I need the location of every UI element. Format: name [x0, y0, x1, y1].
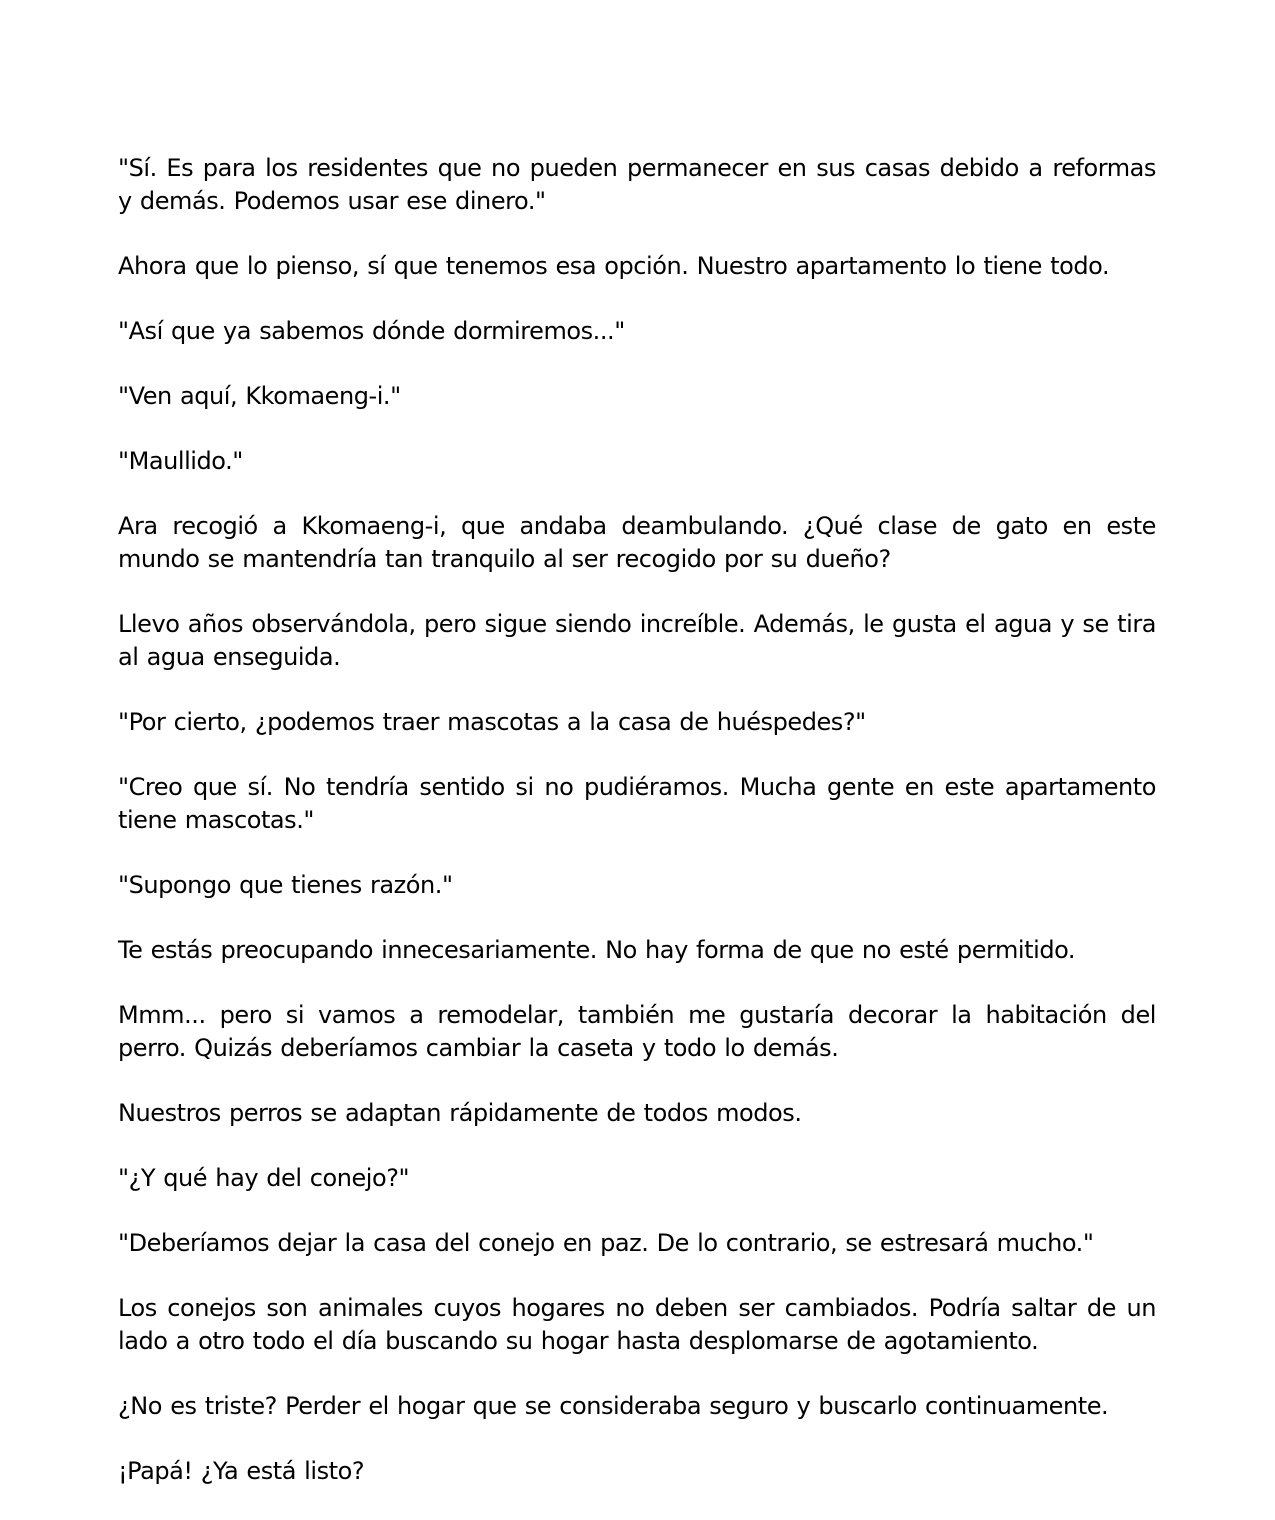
- paragraph: "Así que ya sabemos dónde dormiremos...": [118, 317, 625, 345]
- document-page: [118, 152, 1156, 1520]
- paragraph: "Por cierto, ¿podemos traer mascotas a la casa de huéspedes?": [118, 708, 866, 736]
- paragraph: "Deberíamos dejar la casa del conejo en paz. De lo contrario, se estresará mucho.": [118, 1229, 1094, 1257]
- paragraph: "Ven aquí, Kkomaeng-i.": [118, 382, 401, 410]
- paragraph: Nuestros perros se adaptan rápidamente de todos modos.: [118, 1099, 802, 1127]
- paragraph: "Creo que sí. No tendría sentido si no pudiéramos. Mucha gente en este apartamento tiene mascotas.": [118, 773, 1156, 834]
- paragraph: Te estás preocupando innecesariamente. No hay forma de que no esté permitido.: [118, 936, 1076, 964]
- paragraph: Los conejos son animales cuyos hogares no deben ser cambiados. Podría saltar de un lado a otro todo el día buscando su hogar hasta desplomarse de agotamiento.: [118, 1294, 1156, 1355]
- paragraph: Mmm... pero si vamos a remodelar, también me gustaría decorar la habitación del perro. Quizás deberíamos cambiar la caseta y todo lo demás.: [118, 1001, 1156, 1062]
- paragraph: ¿No es triste? Perder el hogar que se consideraba seguro y buscarlo continuamente.: [118, 1392, 1109, 1420]
- paragraph: Llevo años observándola, pero sigue siendo increíble. Además, le gusta el agua y se tira al agua enseguida.: [118, 610, 1156, 671]
- paragraph: "Supongo que tienes razón.": [118, 871, 453, 899]
- paragraph: "Maullido.": [118, 447, 243, 475]
- paragraph: Ahora que lo pienso, sí que tenemos esa opción. Nuestro apartamento lo tiene todo.: [118, 252, 1110, 280]
- paragraph: Ara recogió a Kkomaeng-i, que andaba deambulando. ¿Qué clase de gato en este mundo se mantendría tan tranquilo al ser recogido por su dueño?: [118, 512, 1156, 573]
- paragraph: "Sí. Es para los residentes que no pueden permanecer en sus casas debido a reformas y demás. Podemos usar ese dinero.": [118, 154, 1156, 215]
- paragraph: "¿Y qué hay del conejo?": [118, 1164, 410, 1192]
- paragraph: ¡Papá! ¿Ya está listo?: [118, 1457, 365, 1485]
